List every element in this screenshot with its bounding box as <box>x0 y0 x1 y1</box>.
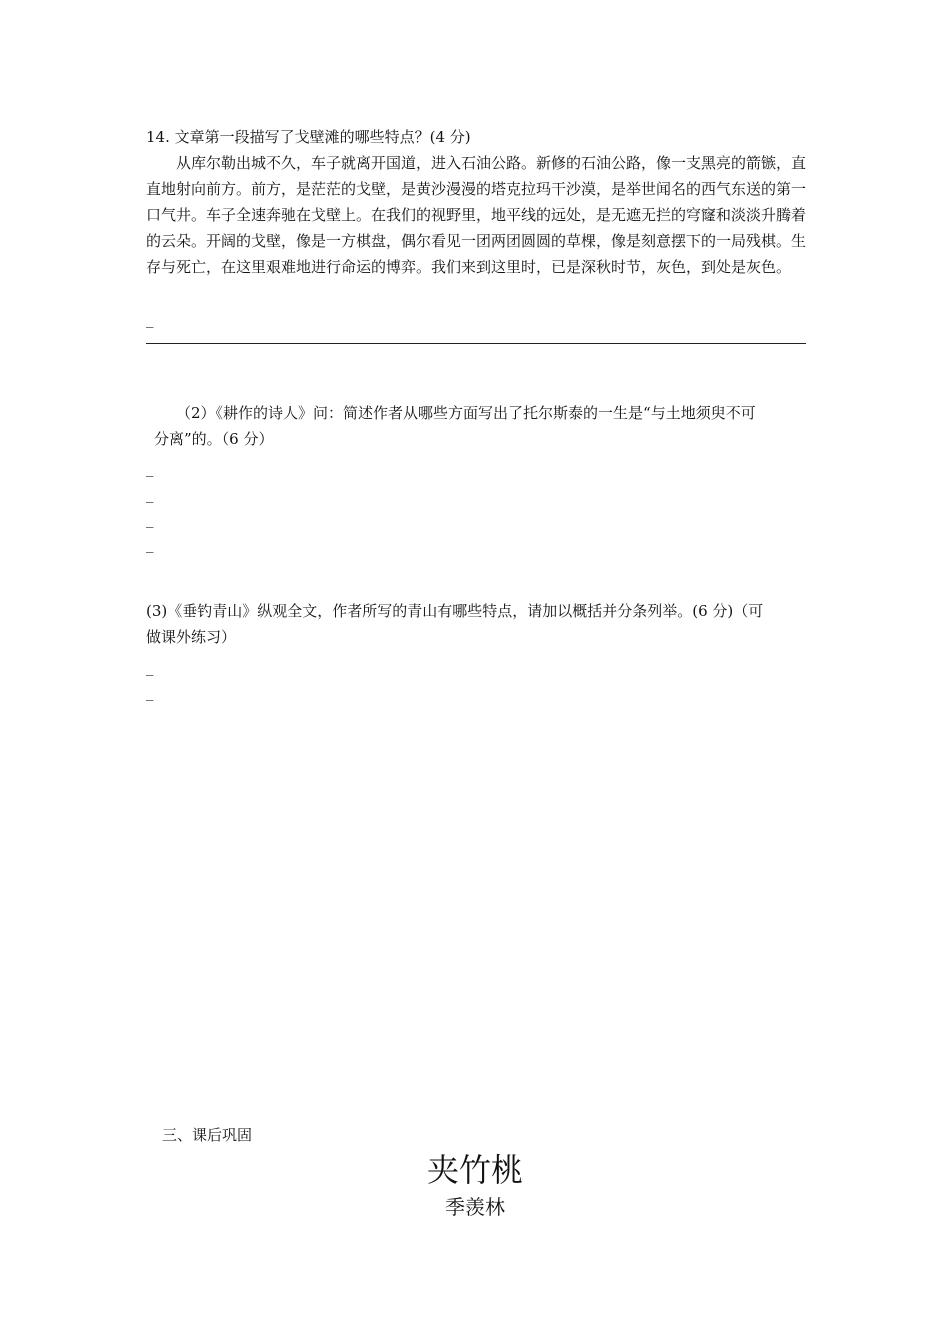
answer-blank[interactable]: _ <box>146 535 154 553</box>
answer-blank[interactable]: _ <box>146 510 154 528</box>
section-heading: 三、课后巩固 <box>162 1126 253 1144</box>
question-3-line2: 做课外练习） <box>146 628 237 646</box>
answer-underline <box>146 343 806 344</box>
question-2-line2: 分离”的。（6 分） <box>154 430 274 448</box>
passage-gobi: 从库尔勒出城不久，车子就离开国道，进入石油公路。新修的石油公路，像一支黑亮的箭镞，直直地射向前方。前方，是茫茫的戈壁，是黄沙漫漫的塔克拉玛干沙漠，是举世闻名的西气东送的第一口气井。车子全速奔驰在戈壁上。在我们的视野里，地平线的远处，是无遮无拦的穹窿和淡淡升腾着的云朵。开阔的戈壁，像是一方棋盘，偶尔看见一团两团圆圆的草棵，像是刻意摆下的一局残棋。生存与死亡，在这里艰难地进行命运的博弈。我们来到这里时，已是深秋时节，灰色，到处是灰色。 <box>146 154 807 276</box>
question-14: 14. 文章第一段描写了戈壁滩的哪些特点？(4 分) <box>146 128 471 146</box>
answer-blank[interactable]: _ <box>146 459 154 477</box>
answer-blank[interactable]: _ <box>146 485 154 503</box>
question-3-line1: (3)《垂钓青山》纵观全文，作者所写的青山有哪些特点，请加以概括并分条列举。(6 分)（可 <box>146 602 764 620</box>
answer-blank[interactable]: _ <box>146 658 154 676</box>
article-author: 季羡林 <box>445 1195 505 1219</box>
question-2-line1: （2）《耕作的诗人》问：简述作者从哪些方面写出了托尔斯泰的一生是“与土地须臾不可 <box>176 404 756 422</box>
article-title: 夹竹桃 <box>426 1151 523 1189</box>
answer-blank[interactable]: _ <box>146 310 154 328</box>
answer-blank[interactable]: _ <box>146 683 154 701</box>
